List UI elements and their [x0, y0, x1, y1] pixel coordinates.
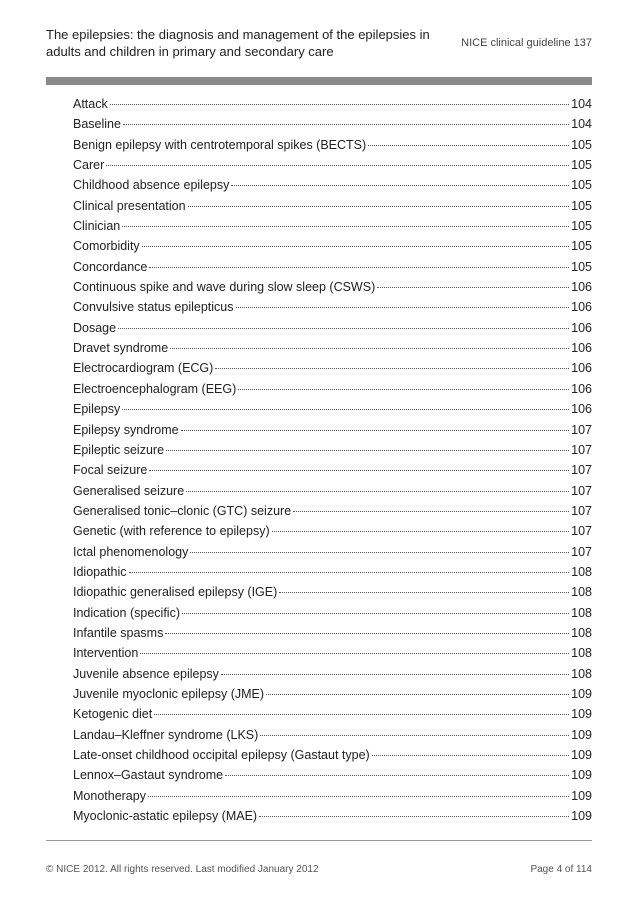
dot-leader [154, 714, 569, 715]
toc-entry[interactable] [73, 236, 592, 256]
dot-leader [149, 267, 569, 268]
toc-entry[interactable] [73, 318, 592, 338]
toc-entry-page-number[interactable]: 108 [571, 605, 592, 620]
dot-leader [231, 185, 569, 186]
dot-leader [190, 552, 569, 553]
toc-entry-label[interactable]: Concordance [73, 259, 148, 274]
toc-entry-label[interactable]: Electroencephalogram (EEG) [73, 381, 237, 396]
toc-entry-label[interactable]: Myoclonic-astatic epilepsy (MAE) [73, 809, 258, 824]
toc-entry-label[interactable]: Convulsive status epilepticus [73, 300, 234, 315]
toc-entry-page-number[interactable]: 107 [571, 422, 592, 437]
footer-copyright: © NICE 2012. All rights reserved. Last modified January 2012 [46, 864, 319, 875]
footer-divider [46, 840, 592, 841]
toc-entry-page-number[interactable]: 107 [571, 524, 592, 539]
toc-entry-page-number[interactable]: 106 [571, 300, 592, 315]
toc-entry[interactable] [73, 399, 592, 419]
toc-entry-label[interactable]: Dosage [73, 320, 117, 335]
toc-entry-label[interactable]: Monotherapy [73, 788, 146, 803]
toc-entry[interactable] [73, 521, 592, 541]
toc-entry[interactable] [73, 806, 592, 826]
dot-leader [181, 430, 570, 431]
toc-entry-page-number[interactable]: 109 [571, 727, 592, 742]
dot-leader [148, 796, 569, 797]
table-of-contents [73, 94, 592, 826]
toc-entry-page-number[interactable]: 108 [571, 625, 592, 640]
dot-leader [182, 613, 569, 614]
toc-entry-page-number[interactable]: 105 [571, 178, 592, 193]
toc-entry-label[interactable]: Attack [73, 97, 108, 111]
toc-entry-page-number[interactable]: 105 [571, 219, 592, 234]
toc-entry[interactable] [73, 155, 592, 175]
toc-entry-page-number[interactable]: 106 [571, 402, 592, 417]
toc-entry[interactable] [73, 440, 592, 460]
toc-entry-page-number[interactable]: 107 [571, 503, 592, 518]
toc-entry-page-number[interactable]: 106 [571, 280, 592, 295]
toc-entry[interactable] [73, 786, 592, 806]
toc-entry-page-number[interactable]: 108 [571, 666, 592, 681]
toc-entry-label[interactable]: Idiopathic generalised epilepsy (IGE) [73, 585, 278, 600]
toc-entry[interactable] [73, 338, 592, 358]
toc-entry-label[interactable]: Ictal phenomenology [73, 544, 189, 559]
toc-entry-label[interactable]: Continuous spike and wave during slow sleep (CSWS) [73, 280, 376, 295]
toc-entry-label[interactable]: Ketogenic diet [73, 707, 153, 722]
toc-entry-label[interactable]: Juvenile myoclonic epilepsy (JME) [73, 686, 265, 701]
toc-entry-page-number[interactable]: 108 [571, 585, 592, 600]
dot-leader [188, 206, 570, 207]
toc-entry[interactable] [73, 582, 592, 602]
dot-leader [279, 592, 569, 593]
toc-entry-label[interactable]: Focal seizure [73, 463, 148, 478]
toc-entry-label[interactable]: Clinical presentation [73, 198, 186, 213]
toc-entry-label[interactable]: Juvenile absence epilepsy [73, 666, 219, 681]
toc-entry-page-number[interactable]: 106 [571, 361, 592, 376]
toc-entry-page-number[interactable]: 109 [571, 768, 592, 783]
toc-entry-label[interactable]: Dravet syndrome [73, 341, 169, 356]
dot-leader [236, 307, 570, 308]
dot-leader [165, 633, 569, 634]
toc-entry[interactable] [73, 94, 592, 114]
toc-entry-label[interactable]: Epileptic seizure [73, 442, 165, 457]
toc-entry-label[interactable]: Lennox–Gastaut syndrome [73, 768, 224, 783]
toc-entry-label[interactable]: Generalised tonic–clonic (GTC) seizure [73, 503, 292, 518]
toc-entry-page-number[interactable]: 108 [571, 564, 592, 579]
toc-entry-label[interactable]: Electrocardiogram (ECG) [73, 361, 214, 376]
toc-entry-label[interactable]: Comorbidity [73, 239, 140, 254]
toc-entry-page-number[interactable]: 104 [571, 117, 592, 132]
toc-entry-label[interactable]: Intervention [73, 646, 139, 661]
toc-entry[interactable] [73, 114, 592, 134]
toc-entry-page-number[interactable]: 109 [571, 788, 592, 803]
toc-entry-page-number[interactable]: 106 [571, 341, 592, 356]
toc-entry-label[interactable]: Clinician [73, 219, 121, 234]
guideline-label: NICE clinical guideline 137 [461, 37, 592, 49]
toc-entry[interactable] [73, 684, 592, 704]
toc-entry-label[interactable]: Epilepsy [73, 402, 121, 417]
toc-entry[interactable] [73, 460, 592, 480]
toc-entry-page-number[interactable]: 107 [571, 442, 592, 457]
toc-entry-page-number[interactable]: 107 [571, 483, 592, 498]
toc-entry-page-number[interactable]: 105 [571, 158, 592, 173]
dot-leader [293, 511, 569, 512]
dot-leader [259, 816, 569, 817]
toc-entry-page-number[interactable]: 107 [571, 544, 592, 559]
dot-leader [170, 348, 569, 349]
toc-entry-page-number[interactable]: 105 [571, 198, 592, 213]
toc-entry[interactable] [73, 481, 592, 501]
header-divider-bar [46, 77, 592, 85]
dot-leader [215, 368, 569, 369]
toc-entry-page-number[interactable]: 109 [571, 707, 592, 722]
toc-entry-label[interactable]: Landau–Kleffner syndrome (LKS) [73, 727, 259, 742]
toc-entry-label[interactable]: Idiopathic [73, 564, 127, 579]
dot-leader [166, 450, 569, 451]
toc-entry-label[interactable]: Late-onset childhood occipital epilepsy (Gastaut type) [73, 748, 370, 762]
dot-leader [142, 246, 569, 247]
toc-entry[interactable] [73, 623, 592, 643]
dot-leader [238, 389, 569, 390]
toc-entry-label[interactable]: Infantile spasms [73, 625, 164, 640]
dot-leader [377, 287, 569, 288]
toc-entry[interactable] [73, 216, 592, 236]
toc-entry-page-number[interactable]: 106 [571, 381, 592, 396]
toc-entry-page-number[interactable]: 104 [571, 97, 592, 111]
toc-entry[interactable] [73, 745, 592, 765]
document-title: The epilepsies: the diagnosis and management of the epilepsies in adults and children in primary and secondary care [46, 27, 430, 59]
toc-entry[interactable] [73, 420, 592, 440]
toc-entry[interactable] [73, 765, 592, 785]
dot-leader [129, 572, 570, 573]
toc-entry-page-number[interactable]: 106 [571, 320, 592, 335]
dot-leader [225, 775, 569, 776]
dot-leader [118, 328, 569, 329]
dot-leader [110, 104, 569, 105]
toc-entry-label[interactable]: Childhood absence epilepsy [73, 178, 230, 193]
dot-leader [149, 470, 569, 471]
dot-leader [221, 674, 569, 675]
toc-entry-page-number[interactable]: 105 [571, 137, 592, 152]
toc-entry-page-number[interactable]: 109 [571, 748, 592, 762]
toc-entry-label[interactable]: Carer [73, 158, 105, 173]
toc-entry[interactable] [73, 725, 592, 745]
toc-entry[interactable] [73, 542, 592, 562]
toc-entry-page-number[interactable]: 107 [571, 463, 592, 478]
toc-entry[interactable] [73, 379, 592, 399]
dot-leader [186, 491, 569, 492]
toc-entry[interactable] [73, 257, 592, 277]
dot-leader [368, 145, 569, 146]
toc-entry-page-number[interactable]: 109 [571, 686, 592, 701]
page-header [46, 26, 592, 66]
toc-entry[interactable] [73, 358, 592, 378]
toc-entry[interactable] [73, 297, 592, 317]
dot-leader [123, 124, 569, 125]
toc-entry[interactable] [73, 664, 592, 684]
dot-leader [260, 735, 569, 736]
toc-entry-label[interactable]: Benign epilepsy with centrotemporal spikes (BECTS) [73, 137, 367, 152]
toc-entry-label[interactable]: Epilepsy syndrome [73, 422, 179, 437]
toc-entry-page-number[interactable]: 109 [571, 809, 592, 824]
toc-entry[interactable] [73, 175, 592, 195]
dot-leader [122, 226, 569, 227]
dot-leader [266, 694, 569, 695]
dot-leader [122, 409, 569, 410]
toc-entry-label[interactable]: Baseline [73, 117, 121, 132]
toc-entry[interactable] [73, 562, 592, 582]
toc-entry-label[interactable]: Indication (specific) [73, 605, 180, 620]
toc-entry-page-number[interactable]: 105 [571, 259, 592, 274]
toc-entry[interactable] [73, 135, 592, 155]
dot-leader [272, 531, 570, 532]
footer-page-number: Page 4 of 114 [530, 864, 592, 875]
dot-leader [106, 165, 569, 166]
toc-entry[interactable] [73, 643, 592, 663]
toc-entry[interactable] [73, 277, 592, 297]
toc-entry[interactable] [73, 501, 592, 521]
dot-leader [140, 653, 569, 654]
toc-entry[interactable] [73, 603, 592, 623]
toc-entry-page-number[interactable]: 108 [571, 646, 592, 661]
dot-leader [372, 755, 569, 756]
toc-entry[interactable] [73, 196, 592, 216]
toc-entry-label[interactable]: Genetic (with reference to epilepsy) [73, 524, 270, 539]
toc-entry-page-number[interactable]: 105 [571, 239, 592, 254]
toc-entry-label[interactable]: Generalised seizure [73, 483, 185, 498]
toc-entry[interactable] [73, 704, 592, 724]
